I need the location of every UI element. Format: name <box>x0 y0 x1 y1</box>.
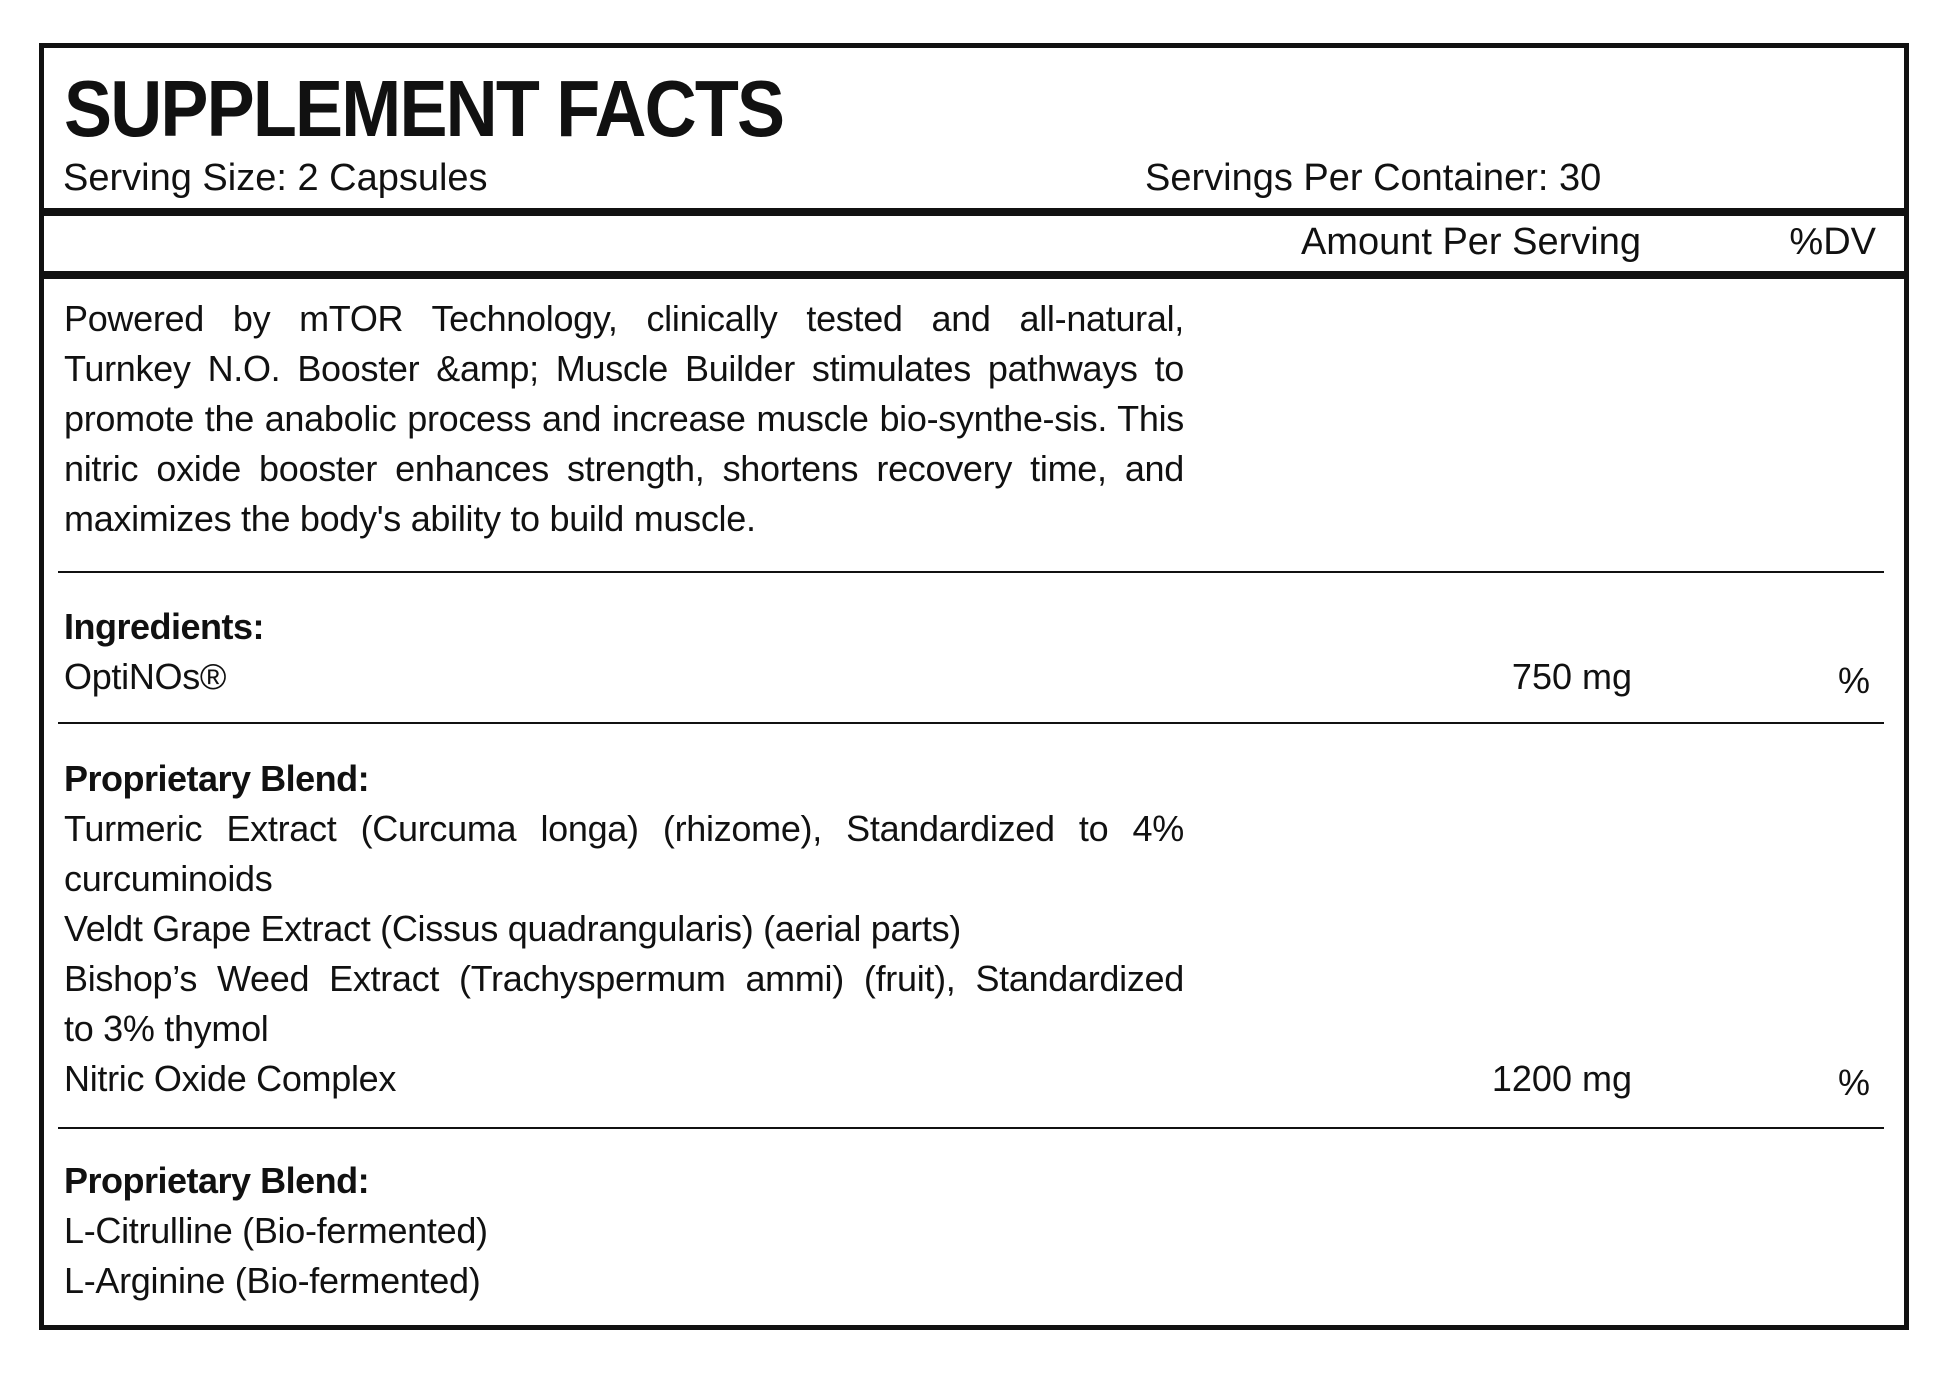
ingredient-dv: % <box>1837 660 1870 701</box>
divider-after-description <box>58 571 1884 573</box>
blend-line: L-Arginine (Bio-fermented) <box>64 1260 481 1301</box>
product-description: Powered by mTOR Technology, clinically tested and all-natural, Turnkey N.O. Booster &amp; Muscle Builder stimulates pathways to promote the anabolic process and increase muscle bio-synthe-sis. This nitric oxide booster enhances strength, shortens recovery time, and maximizes the body's ability to build muscle. <box>64 298 1184 539</box>
blend-line: Turmeric Extract (Curcuma longa) (rhizome), Standardized to 4% <box>64 808 1184 849</box>
servings-per-container: Servings Per Container: 30 <box>1145 157 1602 199</box>
thick-divider-top <box>44 208 1904 216</box>
column-header-amount: Amount Per Serving <box>1300 221 1641 263</box>
supplement-facts-panel <box>39 43 1909 1330</box>
ingredient-line: OptiNOs® <box>64 656 227 697</box>
label-title: SUPPLEMENT FACTS <box>64 64 784 153</box>
blend-amount: 1200 mg <box>1491 1058 1632 1099</box>
divider-after-blend <box>58 1127 1884 1129</box>
blend-heading: Proprietary Blend: <box>64 1160 370 1201</box>
blend-line: L-Citrulline (Bio-fermented) <box>64 1210 488 1251</box>
thick-divider-header <box>44 271 1904 279</box>
blend-line: Nitric Oxide Complex <box>64 1058 397 1099</box>
blend-line: Veldt Grape Extract (Cissus quadrangularis) (aerial parts) <box>64 908 961 949</box>
serving-size: Serving Size: 2 Capsules <box>63 157 488 199</box>
column-header-dv: %DV <box>1789 221 1876 263</box>
divider-after-ingredients <box>58 722 1884 724</box>
blend-line: to 3% thymol <box>64 1008 269 1049</box>
blend-line: curcuminoids <box>64 858 273 899</box>
blend-heading: Proprietary Blend: <box>64 758 370 799</box>
blend-dv: % <box>1837 1062 1870 1103</box>
blend-line: Bishop’s Weed Extract (Trachyspermum ammi) (fruit), Standardized <box>64 958 1184 999</box>
ingredients-heading: Ingredients: <box>64 606 265 647</box>
ingredient-amount: 750 mg <box>1511 656 1632 697</box>
